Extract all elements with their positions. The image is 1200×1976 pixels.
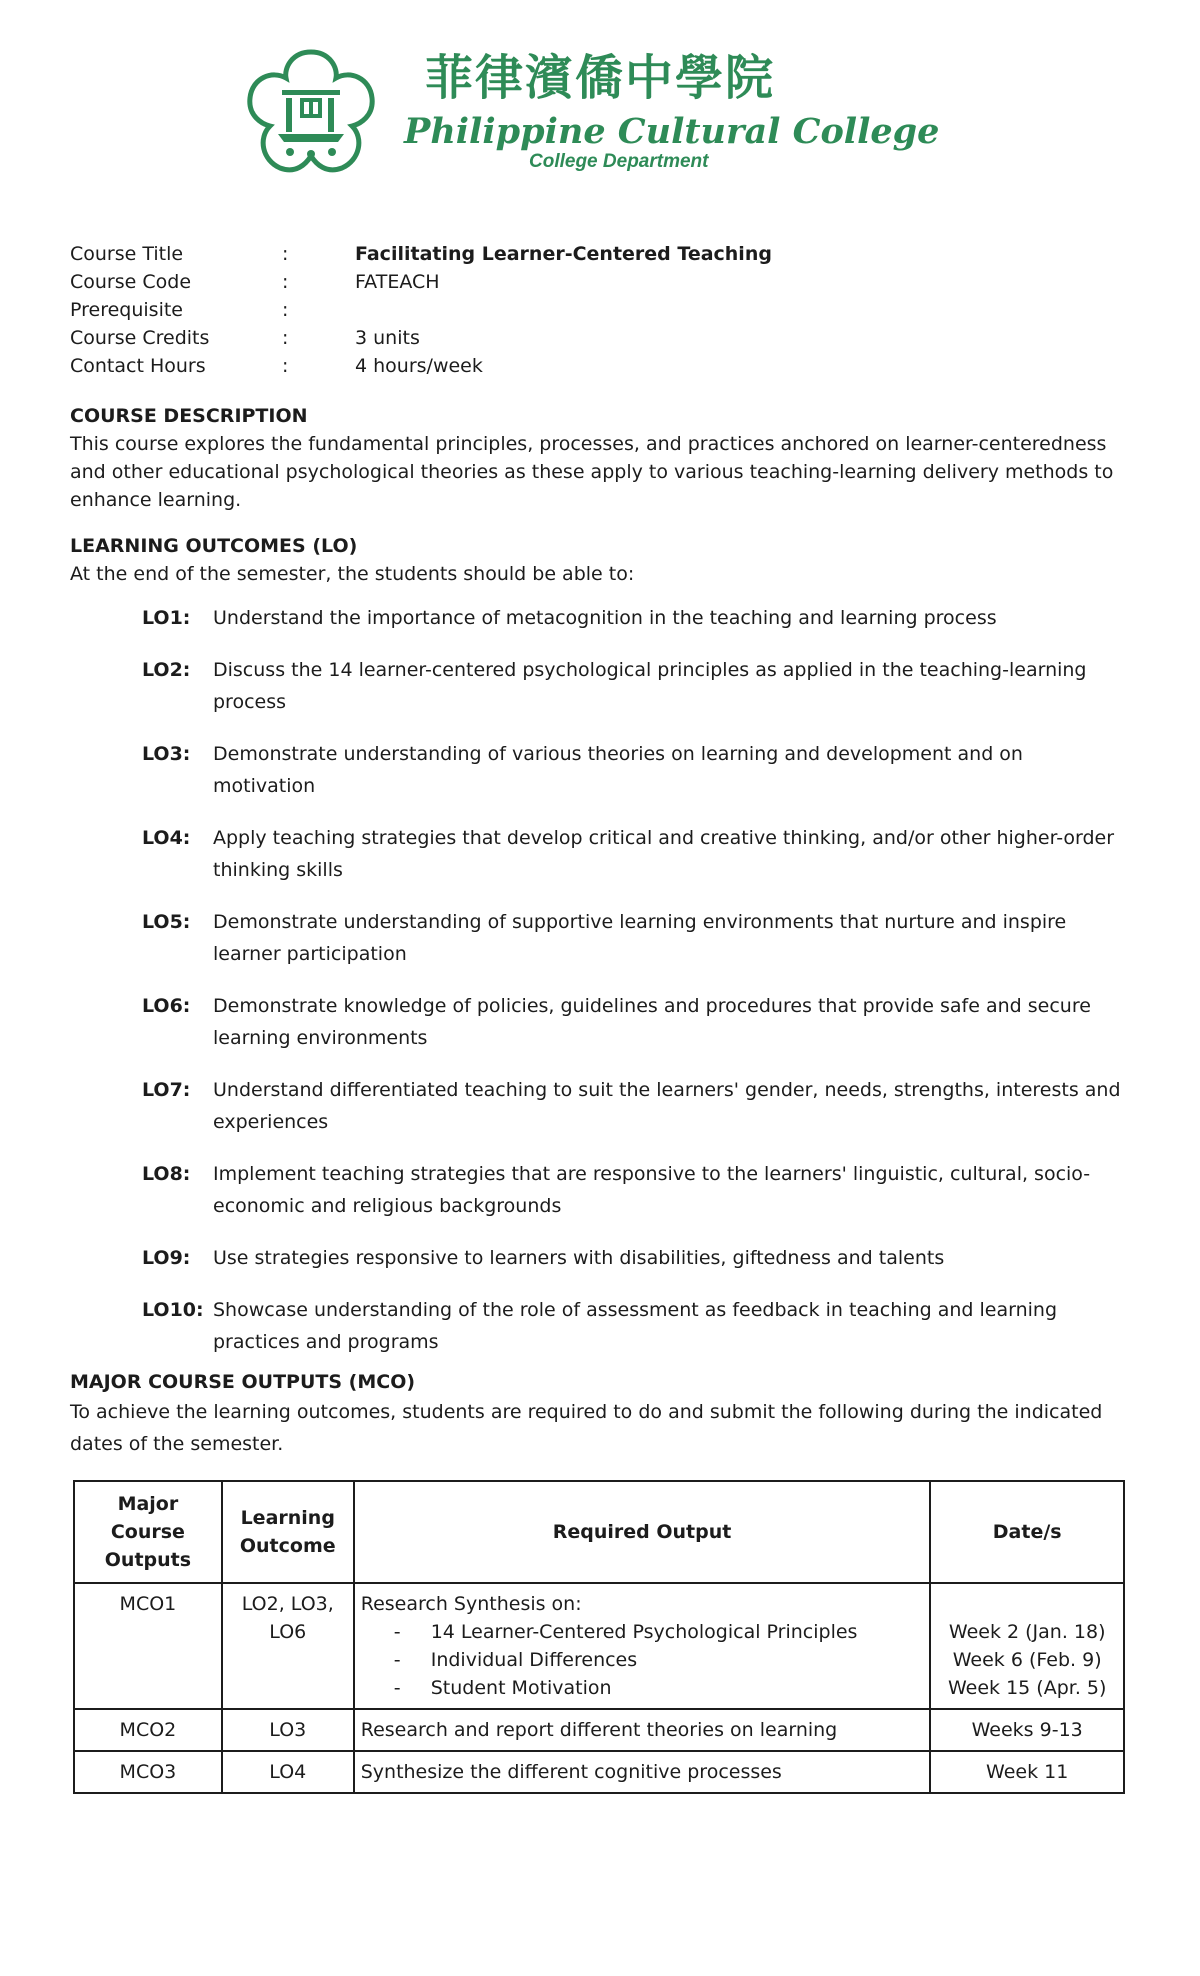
learning-outcome-text: Understand the importance of metacognition in the teaching and learning process	[213, 607, 997, 629]
learning-outcome-text: Showcase understanding of the role of assessment as feedback in teaching and learning practices and programs	[213, 1299, 1058, 1353]
learning-outcome-item	[70, 1242, 1130, 1274]
college-chinese-name: 菲律濱僑中學院	[425, 50, 776, 106]
college-header	[242, 44, 940, 184]
learning-outcome-text: Demonstrate understanding of supportive learning environments that nurture and inspire learner participation	[213, 911, 1067, 965]
course-info-colon: :	[282, 243, 289, 265]
learning-outcome-id: LO9:	[142, 1247, 191, 1269]
learning-outcome-item	[70, 822, 1130, 886]
course-info-label: Prerequisite	[70, 299, 183, 321]
learning-outcome-id: LO1:	[142, 607, 191, 629]
required-output-cell: Synthesize the different cognitive processes	[354, 1751, 931, 1793]
list-item	[361, 1618, 924, 1646]
learning-outcome-id: LO8:	[142, 1163, 191, 1185]
course-title-value: Facilitating Learner-Centered Teaching	[355, 243, 772, 265]
course-description-heading: COURSE DESCRIPTION	[70, 405, 308, 427]
learning-outcome-text: Use strategies responsive to learners with disabilities, giftedness and talents	[213, 1247, 945, 1269]
learning-outcome-item	[70, 602, 1130, 634]
list-dash: -	[393, 1649, 401, 1671]
table-header-row	[74, 1481, 1124, 1583]
course-info-row	[70, 240, 1130, 268]
lo-cell: LO4	[222, 1751, 354, 1793]
course-info-row	[70, 296, 1130, 324]
learning-outcome-text: Demonstrate understanding of various theories on learning and development and on motivation	[213, 743, 1023, 797]
required-output-cell: Research and report different theories on learning	[354, 1709, 931, 1751]
course-info-colon: :	[282, 299, 289, 321]
learning-outcome-item	[70, 1074, 1130, 1138]
learning-outcome-id: LO4:	[142, 827, 191, 849]
learning-outcome-item	[70, 906, 1130, 970]
required-output-item: Student Motivation	[430, 1677, 612, 1699]
mco-cell: MCO3	[74, 1751, 222, 1793]
learning-outcome-id: LO5:	[142, 911, 191, 933]
course-description-text: This course explores the fundamental principles, processes, and practices anchored on learner-centeredness and other educational psychological theories as these apply to various teaching-learning delivery methods to enhance learning.	[70, 433, 1114, 511]
course-info-label: Course Code	[70, 271, 192, 293]
college-english-name: Philippine Cultural College	[404, 111, 940, 152]
learning-outcome-text: Demonstrate knowledge of policies, guidelines and procedures that provide safe and secure learning environments	[213, 995, 1091, 1049]
learning-outcome-item	[70, 1158, 1130, 1222]
course-info-label: Course Title	[70, 243, 184, 265]
learning-outcome-id: LO6:	[142, 995, 191, 1017]
table-row	[74, 1751, 1124, 1793]
required-output-item: Individual Differences	[430, 1649, 638, 1671]
learning-outcome-item	[70, 654, 1130, 718]
dates-cell	[930, 1583, 1124, 1709]
course-info-colon: :	[282, 271, 289, 293]
course-credits-value: 3 units	[355, 327, 420, 349]
course-info-colon: :	[282, 355, 289, 377]
learning-outcome-id: LO2:	[142, 659, 191, 681]
major-outputs-table	[73, 1480, 1125, 1794]
learning-outcomes-intro: At the end of the semester, the students should be able to:	[70, 563, 635, 585]
department-name: College Department	[529, 151, 709, 172]
course-info-row	[70, 324, 1130, 352]
course-info-colon: :	[282, 327, 289, 349]
course-info-row	[70, 352, 1130, 380]
course-code-value: FATEACH	[355, 271, 440, 293]
table-row	[74, 1583, 1124, 1709]
learning-outcome-id: LO10:	[142, 1299, 204, 1321]
course-info-label: Course Credits	[70, 327, 210, 349]
date-value: Week 2 (Jan. 18)	[948, 1621, 1106, 1643]
contact-hours-value: 4 hours/week	[355, 355, 483, 377]
major-outputs-heading: MAJOR COURSE OUTPUTS (MCO)	[70, 1371, 416, 1393]
college-emblem-icon	[242, 44, 380, 182]
learning-outcome-text: Understand differentiated teaching to suit the learners' gender, needs, strengths, interests and experiences	[213, 1079, 1121, 1133]
list-item	[361, 1674, 924, 1702]
learning-outcomes-list	[70, 602, 1130, 1358]
date-value: Week 6 (Feb. 9)	[952, 1649, 1102, 1671]
table-header-cell: Major Course Outputs	[74, 1481, 222, 1583]
mco-cell: MCO1	[74, 1583, 222, 1709]
learning-outcome-id: LO7:	[142, 1079, 191, 1101]
learning-outcome-text: Discuss the 14 learner-centered psychological principles as applied in the teaching-learning process	[213, 659, 1087, 713]
list-dash: -	[393, 1677, 401, 1699]
course-info-row	[70, 268, 1130, 296]
required-output-cell	[354, 1583, 931, 1709]
learning-outcome-text: Apply teaching strategies that develop critical and creative thinking, and/or other higher-order thinking skills	[213, 827, 1115, 881]
table-header-cell: Required Output	[354, 1481, 931, 1583]
learning-outcome-item	[70, 1294, 1130, 1358]
required-output-title: Research Synthesis on:	[360, 1593, 582, 1615]
major-outputs-intro: To achieve the learning outcomes, students are required to do and submit the following during the indicated dates of the semester.	[70, 1401, 1103, 1455]
mco-cell: MCO2	[74, 1709, 222, 1751]
table-row	[74, 1709, 1124, 1751]
course-info-label: Contact Hours	[70, 355, 206, 377]
dates-stack	[937, 1590, 1117, 1702]
learning-outcome-text: Implement teaching strategies that are responsive to the learners' linguistic, cultural, socio-economic and religious backgrounds	[213, 1163, 1091, 1217]
table-header-cell: Learning Outcome	[222, 1481, 354, 1583]
learning-outcome-item	[70, 990, 1130, 1054]
dates-cell: Week 11	[930, 1751, 1124, 1793]
lo-cell: LO2, LO3, LO6	[222, 1583, 354, 1709]
list-item	[361, 1646, 924, 1674]
list-dash: -	[393, 1621, 401, 1643]
date-value: Week 15 (Apr. 5)	[947, 1677, 1107, 1699]
syllabus-body	[70, 240, 1130, 1794]
required-output-list	[361, 1618, 924, 1702]
course-info-block	[70, 240, 1130, 380]
table-header-cell: Date/s	[930, 1481, 1124, 1583]
learning-outcome-item	[70, 738, 1130, 802]
required-output-item: 14 Learner-Centered Psychological Principles	[430, 1621, 858, 1643]
dates-cell: Weeks 9-13	[930, 1709, 1124, 1751]
learning-outcome-id: LO3:	[142, 743, 191, 765]
lo-cell: LO3	[222, 1709, 354, 1751]
learning-outcomes-heading: LEARNING OUTCOMES (LO)	[70, 535, 358, 557]
